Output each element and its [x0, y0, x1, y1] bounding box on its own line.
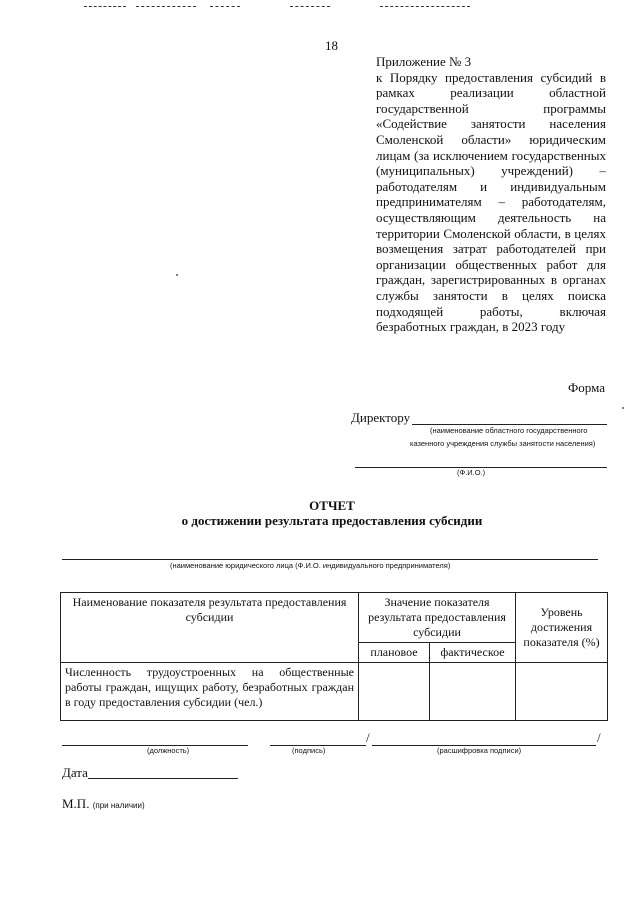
scan-artifact	[136, 6, 196, 7]
seal-area	[62, 796, 145, 812]
director-caption-1: (наименование областного государственного	[430, 426, 588, 435]
report-table	[60, 592, 608, 721]
appendix-body: к Порядку предоставления субсидий в рамках реализации областной государственной программы «Содействие занятости населения Смоленской области» юридическим лицам (за исключением государственных (муниципальных) учреждений) – работодателям и индивидуальным предпринимателям – работодателям, осуществляющим деятельность на территории Смоленской области, в целях возмещения затрат работодателей при организации общественных работ для граждан, зарегистрированных в органах службы занятости в целях поиска подходящей работы, включая безработных граждан, в 2023 году	[376, 69, 606, 335]
table-header-row	[61, 593, 608, 643]
scan-artifact	[84, 6, 126, 7]
seal-label: М.П.	[62, 796, 90, 811]
position-caption: (должность)	[147, 746, 190, 755]
report-title: ОТЧЕТ	[309, 498, 355, 513]
seal-note: (при наличии)	[92, 801, 145, 810]
scan-artifact	[290, 6, 330, 7]
slash-left: /	[366, 730, 370, 745]
director-label: Директору	[351, 410, 411, 425]
row-actual-value	[430, 663, 516, 721]
header-achievement-level: Уровень достижения показателя (%)	[516, 593, 608, 663]
scan-artifact	[210, 6, 240, 7]
row-achievement-level	[516, 663, 608, 721]
header-actual: фактическое	[430, 643, 516, 663]
appendix-title: Приложение № 3	[376, 54, 472, 69]
appendix-block	[376, 54, 606, 335]
report-subtitle: о достижении результата предоставления субсидии	[181, 513, 483, 528]
header-indicator-name: Наименование показателя результата предоставления субсидии	[61, 593, 359, 663]
date-label: Дата	[62, 765, 88, 780]
header-planned: плановое	[359, 643, 430, 663]
table-row	[61, 663, 608, 721]
page-number: 18	[325, 38, 338, 53]
slash-right: /	[597, 730, 601, 745]
sign-caption: (подпись)	[292, 746, 326, 755]
director-caption-2: казенного учреждения службы занятости населения)	[410, 439, 596, 448]
scan-speck	[176, 274, 178, 276]
date-line	[88, 778, 238, 779]
header-indicator-value: Значение показателя результата предоставления субсидии	[359, 593, 516, 643]
director-line	[412, 424, 607, 425]
row-indicator-name: Численность трудоустроенных на общественные работы граждан, ищущих работу, безработных граждан в году предоставления субсидии (чел.)	[61, 663, 359, 721]
entity-line	[62, 559, 598, 560]
fio-caption: (Ф.И.О.)	[457, 468, 486, 477]
form-label: Форма	[568, 380, 605, 395]
scan-speck	[622, 407, 624, 409]
decrypt-caption: (расшифровка подписи)	[437, 746, 522, 755]
scan-artifact	[380, 6, 470, 7]
row-planned-value	[359, 663, 430, 721]
entity-caption: (наименование юридического лица (Ф.И.О. индивидуального предпринимателя)	[170, 561, 451, 570]
